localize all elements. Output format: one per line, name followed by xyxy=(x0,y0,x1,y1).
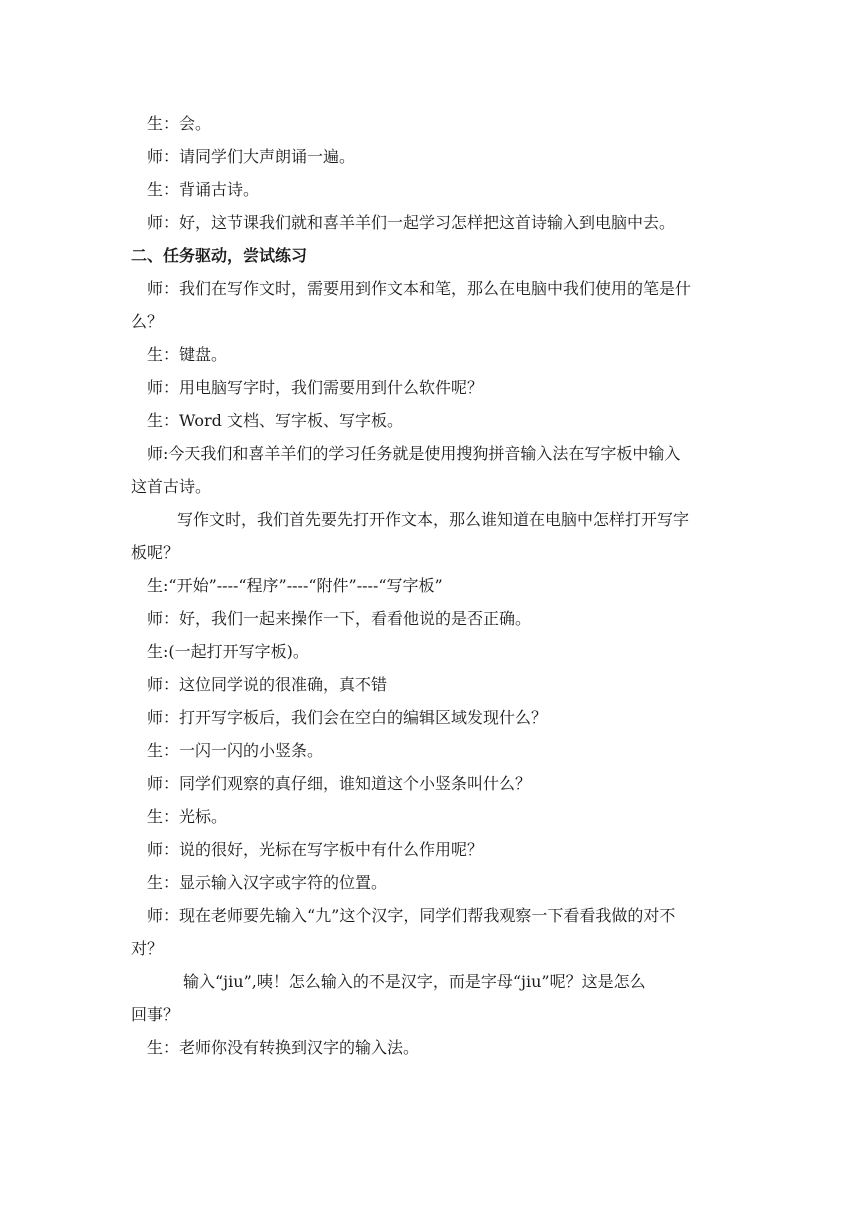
text-line: 师：打开写字板后，我们会在空白的编辑区域发现什么？ xyxy=(147,708,548,727)
text-line: 师：说的很好，光标在写字板中有什么作用呢？ xyxy=(147,840,484,859)
text-line: 师：好，我们一起来操作一下，看看他说的是否正确。 xyxy=(147,609,532,628)
text-line: 师：这位同学说的很准确，真不错 xyxy=(147,675,388,694)
text-line: 写作文时，我们首先要先打开作文本，那么谁知道在电脑中怎样打开写字 xyxy=(177,510,690,529)
text-line: 师：用电脑写字时，我们需要用到什么软件呢？ xyxy=(147,378,484,397)
text-line: 生：会。 xyxy=(147,114,212,133)
text-line: 板呢？ xyxy=(131,543,180,562)
text-line: 么？ xyxy=(131,312,164,331)
text-line: 回事？ xyxy=(131,1005,180,1024)
text-line: 生：光标。 xyxy=(147,807,228,826)
text-line: 师：现在老师要先输入“九”这个汉字，同学们帮我观察一下看看我做的对不 xyxy=(147,906,676,925)
text-line: 生：Word 文档、写字板、写字板。 xyxy=(147,411,403,430)
text-line: 师：我们在写作文时，需要用到作文本和笔，那么在电脑中我们使用的笔是什 xyxy=(147,279,692,298)
document-body xyxy=(131,107,731,1064)
text-line: 生：一闪一闪的小竖条。 xyxy=(147,741,324,760)
text-line: 师:今天我们和喜羊羊们的学习任务就是使用搜狗拼音输入法在写字板中输入 xyxy=(147,444,681,463)
text-line: 师：请同学们大声朗诵一遍。 xyxy=(147,147,356,166)
text-line: 生：键盘。 xyxy=(147,345,228,364)
text-line: 对？ xyxy=(131,939,164,958)
text-line: 生:(一起打开写字板)。 xyxy=(147,642,309,661)
text-line: 生:“开始”----“程序”----“附件”----“写字板” xyxy=(147,576,443,595)
section-heading: 二、任务驱动，尝试练习 xyxy=(131,246,308,265)
text-line: 输入“jiu”,咦！怎么输入的不是汉字，而是字母“jiu”呢？这是怎么 xyxy=(183,972,646,991)
text-line: 生：显示输入汉字或字符的位置。 xyxy=(147,873,388,892)
text-line: 生：背诵古诗。 xyxy=(147,180,260,199)
text-line: 这首古诗。 xyxy=(131,477,212,496)
text-line: 生：老师你没有转换到汉字的输入法。 xyxy=(147,1038,420,1057)
text-line: 师：好，这节课我们就和喜羊羊们一起学习怎样把这首诗输入到电脑中去。 xyxy=(147,213,676,232)
text-line: 师：同学们观察的真仔细，谁知道这个小竖条叫什么？ xyxy=(147,774,532,793)
